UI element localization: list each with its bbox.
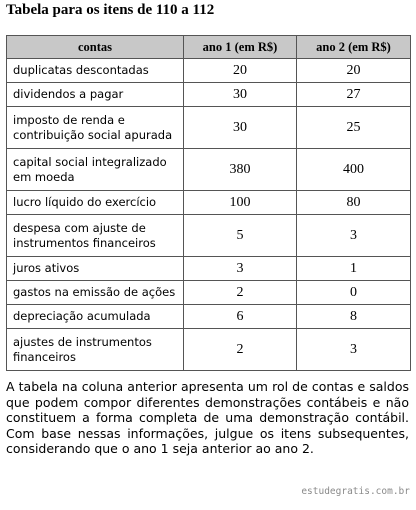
ano-1-value-cell: 2 — [184, 329, 297, 371]
column-header-contas: contas — [7, 36, 184, 59]
table-row — [7, 191, 411, 215]
column-header-ano-1: ano 1 (em R$) — [184, 36, 297, 59]
table-row — [7, 107, 411, 149]
ano-2-value-cell: 3 — [297, 215, 411, 257]
ano-2-value-cell: 80 — [297, 191, 411, 215]
table-header-row — [7, 36, 411, 59]
ano-2-value-cell: 0 — [297, 281, 411, 305]
table-row — [7, 59, 411, 83]
ano-1-value-cell: 2 — [184, 281, 297, 305]
table-row — [7, 149, 411, 191]
ano-1-value-cell: 380 — [184, 149, 297, 191]
ano-1-value-cell: 100 — [184, 191, 297, 215]
ano-1-value-cell: 5 — [184, 215, 297, 257]
ano-2-value-cell: 20 — [297, 59, 411, 83]
ano-2-value-cell: 3 — [297, 329, 411, 371]
table-title: Tabela para os itens de 110 a 112 — [6, 2, 215, 18]
account-name-cell: capital social integralizado em moeda — [7, 149, 184, 191]
ano-1-value-cell: 20 — [184, 59, 297, 83]
accounts-table — [6, 35, 411, 371]
account-name-cell: despesa com ajuste de instrumentos financeiros — [7, 215, 184, 257]
ano-2-value-cell: 400 — [297, 149, 411, 191]
account-name-cell: depreciação acumulada — [7, 305, 184, 329]
table-row — [7, 257, 411, 281]
ano-1-value-cell: 6 — [184, 305, 297, 329]
table-row — [7, 305, 411, 329]
ano-1-value-cell: 30 — [184, 83, 297, 107]
ano-2-value-cell: 8 — [297, 305, 411, 329]
table-row — [7, 281, 411, 305]
table-row — [7, 215, 411, 257]
ano-2-value-cell: 27 — [297, 83, 411, 107]
ano-1-value-cell: 3 — [184, 257, 297, 281]
ano-2-value-cell: 1 — [297, 257, 411, 281]
account-name-cell: lucro líquido do exercício — [7, 191, 184, 215]
account-name-cell: dividendos a pagar — [7, 83, 184, 107]
column-header-ano-2: ano 2 (em R$) — [297, 36, 411, 59]
table-row — [7, 83, 411, 107]
account-name-cell: imposto de renda e contribuição social apurada — [7, 107, 184, 149]
ano-1-value-cell: 30 — [184, 107, 297, 149]
account-name-cell: juros ativos — [7, 257, 184, 281]
question-paragraph: A tabela na coluna anterior apresenta um rol de contas e saldos que podem compor diferentes demonstrações contábeis e não constituem a forma completa de uma demonstração contábil. Com base nessas informações, julgue os itens subsequentes, considerando que o ano 1 seja anterior ao ano 2. — [6, 379, 409, 456]
table-row — [7, 329, 411, 371]
account-name-cell: gastos na emissão de ações — [7, 281, 184, 305]
site-watermark: estudegratis.com.br — [301, 486, 410, 497]
account-name-cell: ajustes de instrumentos financeiros — [7, 329, 184, 371]
ano-2-value-cell: 25 — [297, 107, 411, 149]
account-name-cell: duplicatas descontadas — [7, 59, 184, 83]
